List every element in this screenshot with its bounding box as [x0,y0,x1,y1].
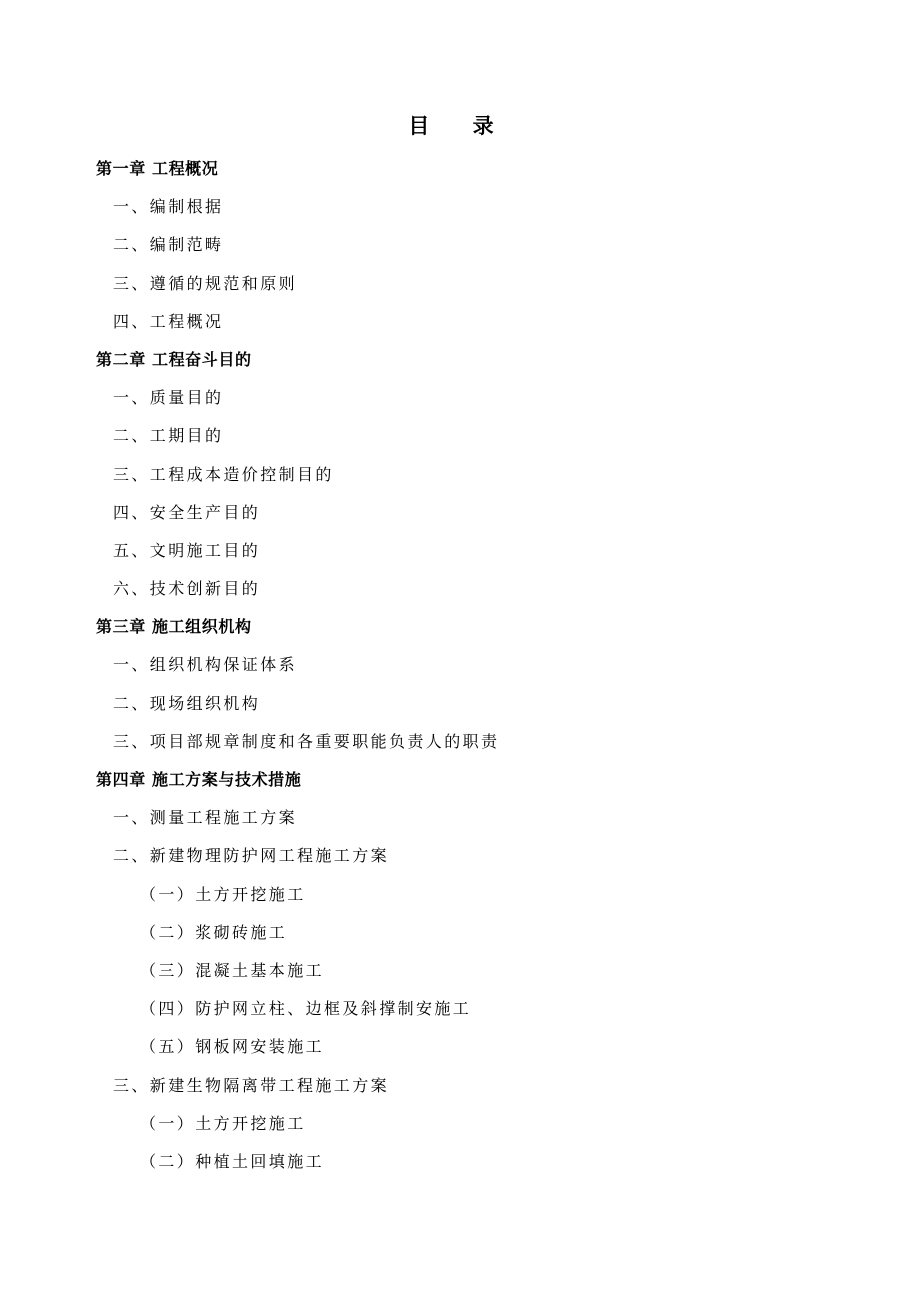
toc-section: 五、文明施工目的 [113,540,261,560]
toc-section: 六、技术创新目的 [113,579,261,599]
toc-section: 二、工期目的 [113,426,224,446]
toc-section: 二、编制范畴 [113,235,224,255]
toc-section: 一、质量目的 [113,388,224,408]
toc-section: 四、安全生产目的 [113,502,261,522]
toc-section: 三、新建生物隔离带工程施工方案 [113,1075,390,1095]
toc-section: 三、工程成本造价控制目的 [113,464,334,484]
toc-section: 一、组织机构保证体系 [113,655,298,675]
toc-chapter: 第一章 工程概况 [96,159,219,178]
toc-chapter: 第四章 施工方案与技术措施 [96,770,302,789]
toc-list [0,150,920,1181]
toc-subsection: （三）混凝土基本施工 [140,960,325,980]
toc-subsection: （四）防护网立柱、边框及斜撑制安施工 [140,999,472,1019]
toc-section: 一、测量工程施工方案 [113,808,298,828]
toc-section: 一、编制根据 [113,197,224,217]
toc-subsection: （一）土方开挖施工 [140,884,306,904]
toc-section: 二、现场组织机构 [113,693,261,713]
toc-section: 三、项目部规章制度和各重要职能负责人的职责 [113,731,500,751]
toc-title: 目 录 [408,113,512,138]
toc-subsection: （一）土方开挖施工 [140,1113,306,1133]
toc-chapter: 第二章 工程奋斗目的 [96,349,252,369]
toc-section: 三、遵循的规范和原则 [113,273,298,293]
toc-subsection: （二）浆砌砖施工 [140,922,288,942]
toc-chapter: 第三章 施工组织机构 [96,617,252,637]
toc-section: 二、新建物理防护网工程施工方案 [113,846,390,866]
toc-section: 四、工程概况 [113,311,224,331]
toc-subsection: （二）种植土回填施工 [140,1151,325,1171]
toc-subsection: （五）钢板网安装施工 [140,1037,325,1057]
